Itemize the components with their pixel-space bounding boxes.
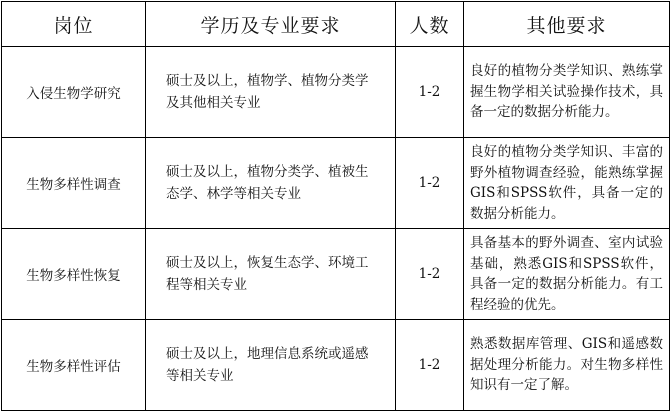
position-cell: 生物多样性恢复 xyxy=(2,229,146,320)
position-cell: 生物多样性调查 xyxy=(2,138,146,229)
count-cell: 1-2 xyxy=(396,320,464,411)
education-cell: 硕士及以上，植物学、植物分类学及其他相关专业 xyxy=(146,47,396,138)
header-other: 其他要求 xyxy=(464,2,670,47)
other-cell: 具备基本的野外调查、室内试验基础，熟悉GIS和SPSS软件，具备一定的数据分析能力。有工程经验的优先。 xyxy=(464,229,670,320)
count-cell: 1-2 xyxy=(396,47,464,138)
other-cell: 熟悉数据库管理、GIS和遥感数据处理分析能力。对生物多样性知识有一定了解。 xyxy=(464,320,670,411)
header-education: 学历及专业要求 xyxy=(146,2,396,47)
table-row xyxy=(2,320,670,411)
header-count: 人数 xyxy=(396,2,464,47)
other-cell: 良好的植物分类学知识、熟练掌握生物学相关试验操作技术，具备一定的数据分析能力。 xyxy=(464,47,670,138)
table-row xyxy=(2,47,670,138)
header-row xyxy=(2,2,670,47)
position-cell: 生物多样性评估 xyxy=(2,320,146,411)
requirements-table xyxy=(1,1,670,411)
table-row xyxy=(2,138,670,229)
header-position: 岗位 xyxy=(2,2,146,47)
position-cell: 入侵生物学研究 xyxy=(2,47,146,138)
count-cell: 1-2 xyxy=(396,138,464,229)
other-cell: 良好的植物分类学知识、丰富的野外植物调查经验，能熟练掌握GIS和SPSS软件，具备一定的数据分析能力。 xyxy=(464,138,670,229)
count-cell: 1-2 xyxy=(396,229,464,320)
education-cell: 硕士及以上，植物分类学、植被生态学、林学等相关专业 xyxy=(146,138,396,229)
table-row xyxy=(2,229,670,320)
education-cell: 硕士及以上，恢复生态学、环境工程等相关专业 xyxy=(146,229,396,320)
education-cell: 硕士及以上，地理信息系统或遥感等相关专业 xyxy=(146,320,396,411)
